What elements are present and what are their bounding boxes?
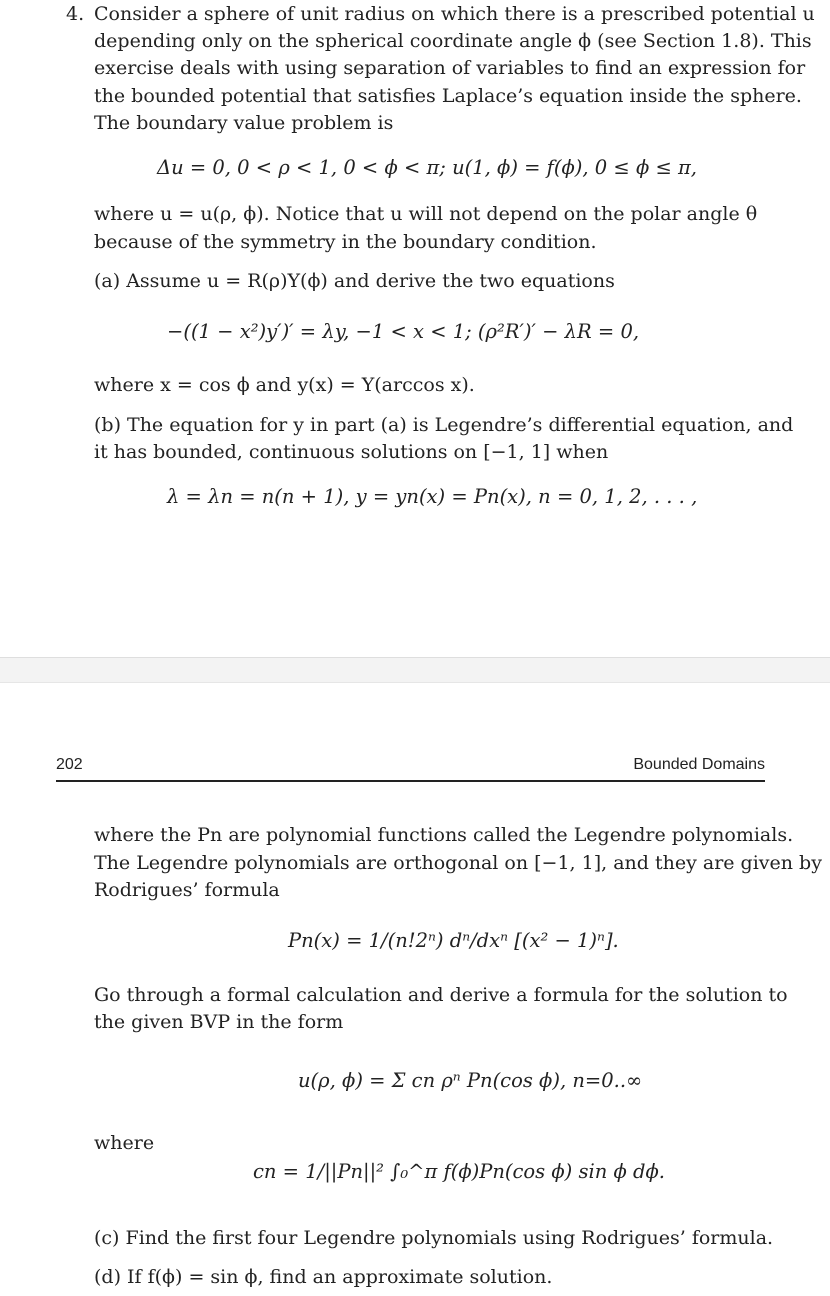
- after-bvp-line-1: where u = u(ρ, ϕ). Notice that u will not depend on the polar angle θ: [94, 203, 758, 225]
- page-bottom: [0, 682, 830, 1296]
- para2-line-1: Go through a formal calculation and derive a formula for the solution to: [94, 984, 788, 1006]
- separated-equations: −((1 − x²)y′)′ = λy, −1 < x < 1; (ρ²R′)′ − λR = 0,: [167, 320, 640, 343]
- page-number: 202: [56, 756, 83, 773]
- para1-line-1: where the Pn are polynomial functions called the Legendre polynomials.: [94, 824, 794, 846]
- rodrigues-formula: Pn(x) = 1/(n!2ⁿ) dⁿ/dxⁿ [(x² − 1)ⁿ].: [288, 929, 619, 952]
- para2-line-2: the given BVP in the form: [94, 1011, 344, 1033]
- intro-line-1: Consider a sphere of unit radius on which there is a prescribed potential u: [94, 3, 815, 25]
- part-d: (d) If f(ϕ) = sin ϕ, find an approximate solution.: [94, 1266, 553, 1288]
- part-b-line-1: (b) The equation for y in part (a) is Legendre’s differential equation, and: [94, 414, 794, 436]
- problem-number: 4.: [66, 3, 85, 25]
- after-a: where x = cos ϕ and y(x) = Y(arccos x).: [94, 374, 475, 396]
- intro-line-5: The boundary value problem is: [94, 112, 394, 134]
- para1-line-2: The Legendre polynomials are orthogonal on [−1, 1], and they are given by: [94, 852, 822, 874]
- running-header: [56, 756, 765, 782]
- eigenvalue-equation: λ = λn = n(n + 1), y = yn(x) = Pn(x), n = 0, 1, 2, . . . ,: [167, 485, 698, 508]
- coefficient-formula: cn = 1/||Pn||² ∫₀^π f(ϕ)Pn(cos ϕ) sin ϕ dϕ.: [253, 1160, 665, 1183]
- intro-line-4: the bounded potential that satisfies Laplace’s equation inside the sphere.: [94, 85, 802, 107]
- chapter-title: Bounded Domains: [633, 756, 765, 773]
- part-a: (a) Assume u = R(ρ)Y(ϕ) and derive the two equations: [94, 270, 615, 292]
- bvp-equation: Δu = 0, 0 < ρ < 1, 0 < ϕ < π; u(1, ϕ) = f(ϕ), 0 ≤ ϕ ≤ π,: [157, 156, 697, 179]
- where-label: where: [94, 1132, 155, 1154]
- series-solution: u(ρ, ϕ) = Σ cn ρⁿ Pn(cos ϕ), n=0..∞: [298, 1069, 643, 1092]
- intro-line-3: exercise deals with using separation of variables to find an expression for: [94, 57, 806, 79]
- page-break: [0, 657, 830, 683]
- part-c: (c) Find the first four Legendre polynomials using Rodrigues’ formula.: [94, 1227, 774, 1249]
- para1-line-3: Rodrigues’ formula: [94, 879, 280, 901]
- after-bvp-line-2: because of the symmetry in the boundary condition.: [94, 231, 597, 253]
- intro-line-2: depending only on the spherical coordinate angle ϕ (see Section 1.8). This: [94, 30, 812, 52]
- part-b-line-2: it has bounded, continuous solutions on [−1, 1] when: [94, 441, 609, 463]
